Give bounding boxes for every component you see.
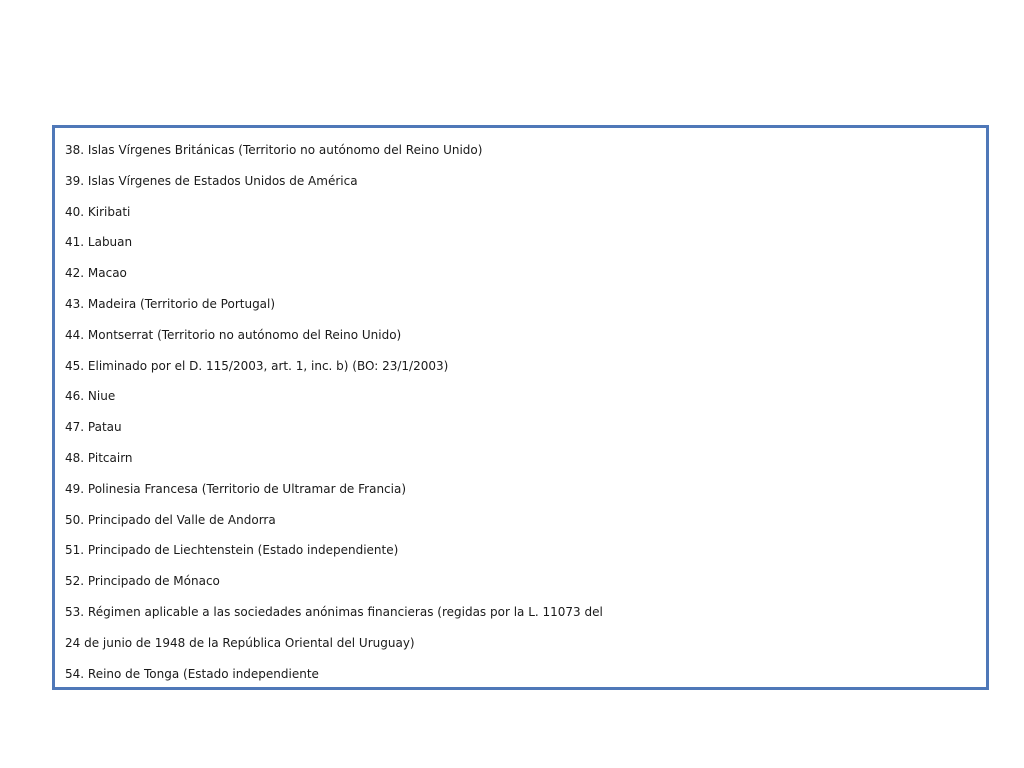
list-item: 44. Montserrat (Territorio no autónomo del Reino Unido) <box>65 327 402 342</box>
list-item: 38. Islas Vírgenes Británicas (Territorio no autónomo del Reino Unido) <box>65 143 483 157</box>
list-item: 47. Patau <box>65 420 122 435</box>
list-item: 54. Reino de Tonga (Estado independiente <box>65 666 319 681</box>
list-item: 39. Islas Vírgenes de Estados Unidos de América <box>65 173 358 188</box>
territory-list-box <box>52 125 989 690</box>
list-item: 42. Macao <box>65 266 127 281</box>
list-item: 40. Kiribati <box>65 204 131 219</box>
list-item: 52. Principado de Mónaco <box>65 574 220 589</box>
list-item: 48. Pitcairn <box>65 450 133 465</box>
list-item: 51. Principado de Liechtenstein (Estado independiente) <box>65 543 399 558</box>
list-item: 41. Labuan <box>65 235 133 250</box>
list-item: 46. Niue <box>65 389 116 404</box>
list-item: 43. Madeira (Territorio de Portugal) <box>65 296 276 311</box>
list-item: 50. Principado del Valle de Andorra <box>65 512 276 527</box>
list-item: 49. Polinesia Francesa (Territorio de Ultramar de Francia) <box>65 481 407 496</box>
list-item: 53. Régimen aplicable a las sociedades anónimas financieras (regidas por la L. 11073 del <box>65 604 603 619</box>
list-item: 45. Eliminado por el D. 115/2003, art. 1, inc. b) (BO: 23/1/2003) <box>65 358 449 373</box>
list-item-continuation: 24 de junio de 1948 de la República Oriental del Uruguay) <box>65 635 415 650</box>
